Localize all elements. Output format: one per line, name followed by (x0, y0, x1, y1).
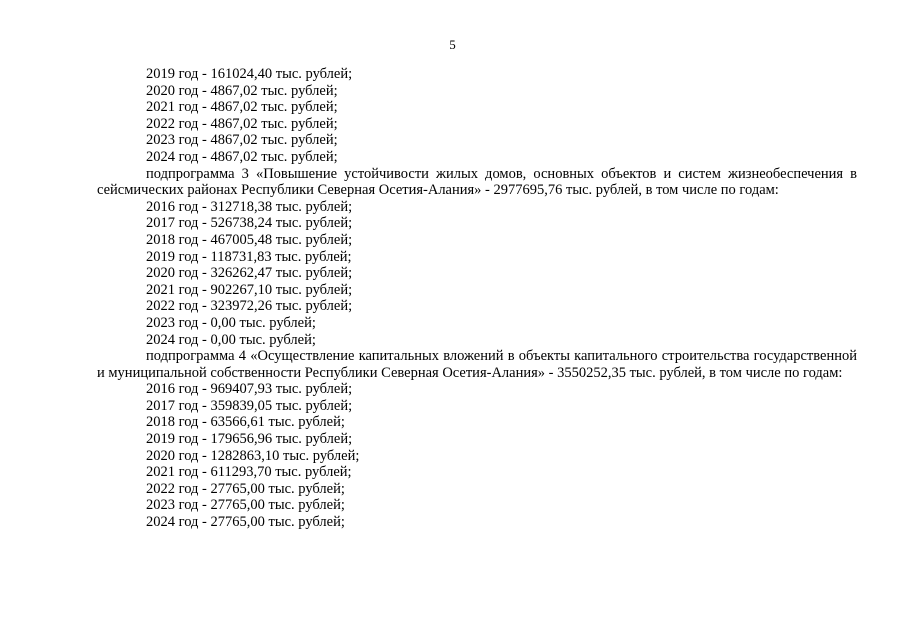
subprogram-3-paragraph: подпрограмма 3 «Повышение устойчивости жилых домов, основных объектов и систем жизнеобеспечения в сейсмических районах Республики Северная Осетия-Алания» - 2977695,76 тыс. рублей, в том числе по годам: (97, 165, 857, 199)
funding-line: 2019 год - 161024,40 тыс. рублей; (146, 66, 353, 82)
funding-line: 2020 год - 1282863,10 тыс. рублей; (146, 447, 360, 464)
funding-line: 2024 год - 0,00 тыс. рублей; (146, 331, 316, 348)
funding-line: 2017 год - 526738,24 тыс. рублей; (146, 215, 353, 232)
funding-line: 2020 год - 4867,02 тыс. рублей; (146, 82, 338, 99)
funding-line: 2023 год - 27765,00 тыс. рублей; (146, 497, 345, 514)
funding-by-year-list-3 (97, 381, 857, 530)
funding-line: 2021 год - 611293,70 тыс. рублей; (146, 464, 352, 481)
funding-line: 2016 год - 312718,38 тыс. рублей; (146, 198, 353, 215)
funding-line: 2019 год - 118731,83 тыс. рублей; (146, 248, 352, 265)
funding-line: 2019 год - 179656,96 тыс. рублей; (146, 431, 353, 448)
subprogram-4-paragraph: подпрограмма 4 «Осуществление капитальных вложений в объекты капитального строительства государственной и муниципальной собственности Республики Северная Осетия-Алания» - 3550252,35 тыс. рублей, в том числе по годам: (97, 348, 857, 381)
funding-line: 2022 год - 323972,26 тыс. рублей; (146, 298, 353, 315)
funding-line: 2023 год - 4867,02 тыс. рублей; (146, 132, 338, 149)
funding-line: 2024 год - 4867,02 тыс. рублей; (146, 148, 338, 165)
funding-line: 2021 год - 902267,10 тыс. рублей; (146, 281, 353, 298)
funding-by-year-list-1 (97, 66, 857, 166)
funding-line: 2022 год - 27765,00 тыс. рублей; (146, 480, 345, 497)
funding-by-year-list-2 (97, 199, 857, 348)
funding-line: 2017 год - 359839,05 тыс. рублей; (146, 397, 353, 414)
funding-line: 2020 год - 326262,47 тыс. рублей; (146, 265, 353, 282)
funding-line: 2016 год - 969407,93 тыс. рублей; (146, 381, 353, 398)
funding-line: 2021 год - 4867,02 тыс. рублей; (146, 99, 338, 116)
funding-line: 2024 год - 27765,00 тыс. рублей; (146, 514, 345, 531)
page-number: 5 (449, 37, 456, 52)
funding-line: 2018 год - 63566,61 тыс. рублей; (146, 414, 345, 431)
document-body (97, 66, 857, 531)
funding-line: 2022 год - 4867,02 тыс. рублей; (146, 115, 338, 132)
funding-line: 2018 год - 467005,48 тыс. рублей; (146, 231, 353, 248)
funding-line: 2023 год - 0,00 тыс. рублей; (146, 314, 316, 331)
